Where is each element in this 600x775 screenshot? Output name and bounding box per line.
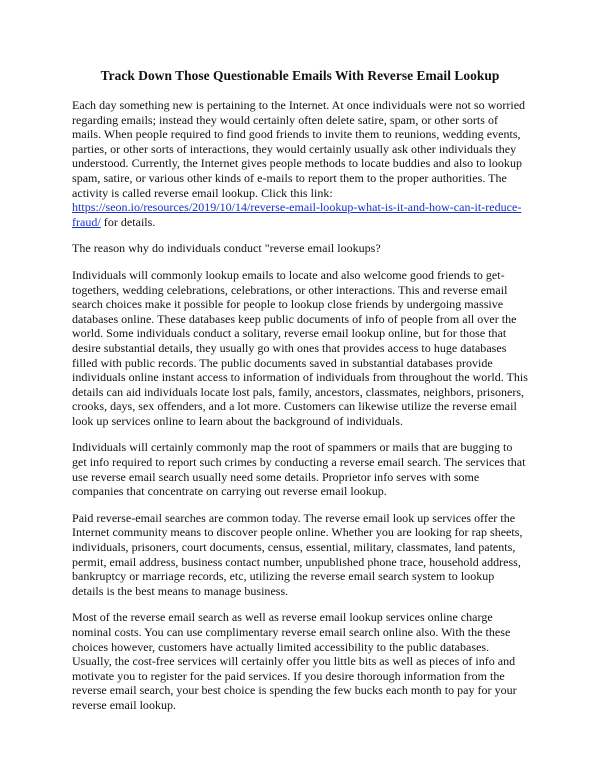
body-paragraph-1: Individuals will commonly lookup emails to locate and also welcome good friends to get-togethers, wedding celebrations, celebrations, or other interactions. This and reverse email search choices make it possible for people to lookup close friends by undergoing massive databases online. These databases keep public documents of info of people from all over the world. Some individuals conduct a solitary, reverse email lookup online, but for those that desire substantial details, they usually go with ones that provides access to huge databases filled with public records. The public documents saved in substantial databases provide individuals online instant access to information of individuals from throughout the world. This details can aid individuals locate lost pals, family, ancestors, classmates, neighbors, prisoners, crooks, days, sex offenders, and a lot more. Customers can likewise utilize the reverse email look up services online to learn about the background of individuals. (72, 267, 528, 428)
intro-text-end: for details. (100, 214, 156, 229)
body-paragraph-4: Most of the reverse email search as well as reverse email lookup services online charge nominal costs. You can use complimentary reverse email search online also. With the these choices however, customers have actually limited accessibility to the public databases. Usually, the cost-free services will certainly offer you little bits as well as pieces of info and motivate you to register for the paid services. If you desire thorough information from the reverse email search, your best choice is spending the few bucks each month to pay for your reverse email lookup. (72, 610, 517, 712)
document-title: Track Down Those Questionable Emails With Reverse Email Lookup (100, 68, 500, 83)
intro-text: Each day something new is pertaining to the Internet. At once individuals were not so worried regarding emails; instead they would certainly often delete satire, spam, or other sorts of mails. When people required to find good friends to invite them to reunions, wedding events, parties, or other sorts of interactions, they would certainly usually ask other individuals they understood. Currently, the Internet gives people methods to locate buddies and also to lookup spam, satire, or various other kinds of e-mails to report them to the proper authorities. The activity is called reverse email lookup. Click this link: (72, 98, 526, 200)
body-paragraph-3: Paid reverse-email searches are common today. The reverse email look up services offer the Internet community means to discover people online. Whether you are looking for rap sheets, individuals, prisoners, court documents, census, essential, military, classmates, land patents, permit, email address, business contact number, unpublished phone trace, household address, bankruptcy or marriage records, etc, utilizing the reverse email search system to lookup details is the best means to manage business. (72, 510, 523, 598)
reference-link[interactable]: https://seon.io/resources/2019/10/14/reverse-email-lookup-what-is-it-and-how-can-it-reduce-fraud/ (72, 200, 522, 229)
body-paragraph-2: Individuals will certainly commonly map the root of spammers or mails that are bugging to get info required to report such crimes by conducting a reverse email search. The services that use reverse email search usually need some details. Proprietor info serves with some companies that concentrate on carrying out reverse email lookup. (72, 440, 526, 499)
question-paragraph: The reason why do individuals conduct "reverse email lookups? (72, 241, 381, 256)
intro-paragraph (72, 98, 528, 229)
